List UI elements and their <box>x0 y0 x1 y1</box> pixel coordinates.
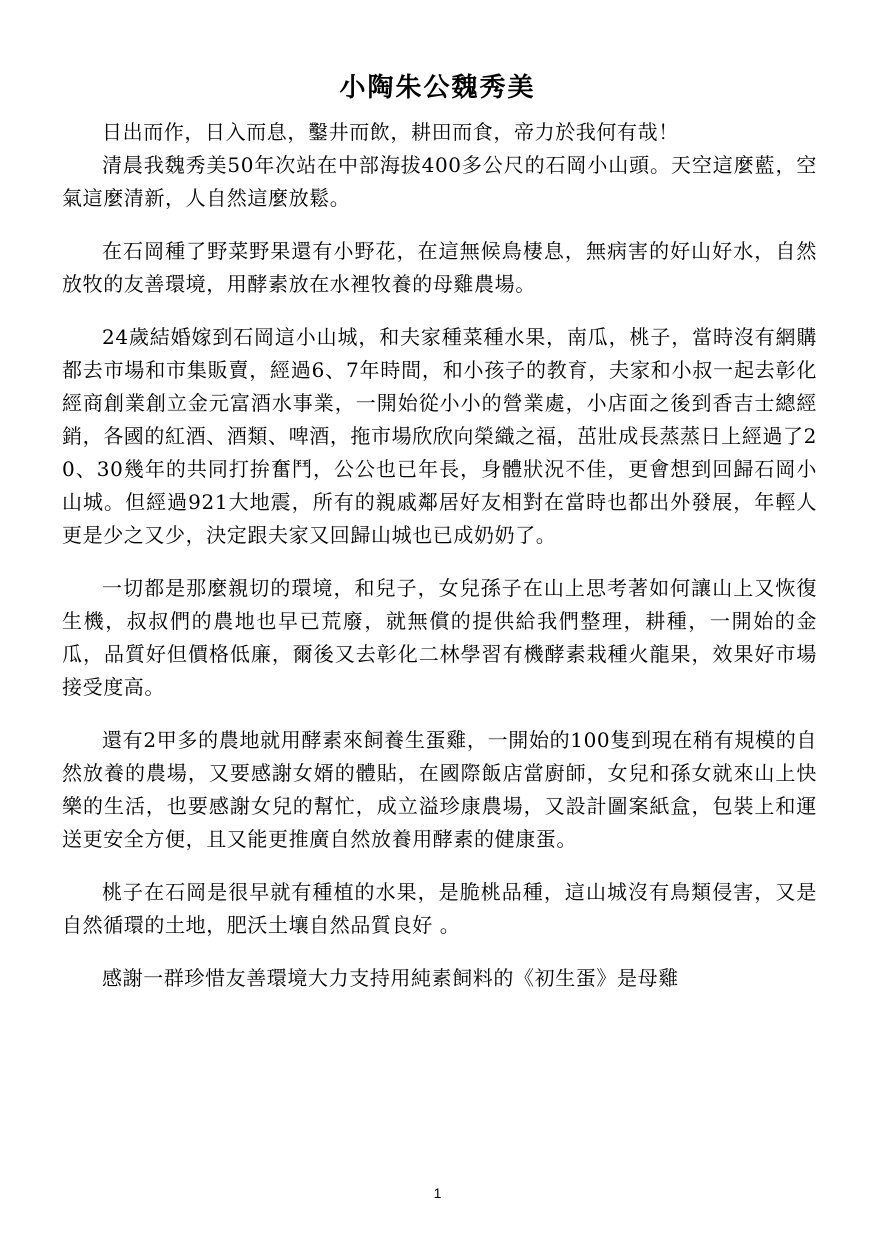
paragraph-4: 24歲結婚嫁到石岡這小山城，和夫家種菜種水果，南瓜，桃子，當時沒有網購都去市場和市集販賣，經過6、7年時間，和小孩子的教育，夫家和小叔一起去彰化經商創業創立金元富酒水事業，一開始從小小的營業處，小店面之後到香吉士總經銷，各國的紅酒、酒類、啤酒，拖市場欣欣向榮織之福，茁壯成長蒸蒸日上經過了20、30幾年的共同打拚奮鬥，公公也已年長，身體狀況不佳，更會想到回歸石岡小山城。但經過921大地震，所有的親戚鄰居好友相對在當時也都出外發展，年輕人更是少之又少，決定跟夫家又回歸山城也已成奶奶了。 <box>62 325 817 547</box>
paragraph-7: 桃子在石岡是很早就有種植的水果，是脆桃品種，這山城沒有鳥類侵害，又是自然循環的土地，肥沃土壤自然品質良好 。 <box>62 880 817 937</box>
paragraph-2: 清晨我魏秀美50年次站在中部海拔400多公尺的石岡小山頭。天空這麼藍，空氣這麼清新，人自然這麼放鬆。 <box>62 153 817 210</box>
paragraph-6: 還有2甲多的農地就用酵素來飼養生蛋雞，一開始的100隻到現在稍有規模的自然放養的農場，又要感謝女婿的體貼，在國際飯店當廚師，女兒和孫女就來山上快樂的生活，也要感謝女兒的幫忙，成立溢珍康農場，又設計圖案紙盒，包裝上和運送更安全方便，且又能更推廣自然放養用酵素的健康蛋。 <box>62 728 817 851</box>
page-number: 1 <box>433 1185 442 1201</box>
document-body <box>62 116 817 995</box>
document-title: 小陶朱公魏秀美 <box>339 73 536 103</box>
paragraph-5: 一切都是那麼親切的環境，和兒子，女兒孫子在山上思考著如何讓山上又恢復生機，叔叔們的農地也早已荒廢，就無償的提供給我們整理，耕種，一開始的金瓜，品質好但價格低廉，爾後又去彰化二林學習有機酵素栽種火龍果，效果好市場接受度高。 <box>62 576 817 699</box>
paragraph-8: 感謝一群珍惜友善環境大力支持用純素飼料的《初生蛋》是母雞 <box>102 966 679 990</box>
paragraph-1: 日出而作，日入而息，鑿井而飲，耕田而食，帝力於我何有哉！ <box>102 120 679 144</box>
paragraph-3: 在石岡種了野菜野果還有小野花，在這無候鳥棲息，無病害的好山好水，自然放牧的友善環境，用酵素放在水裡牧養的母雞農場。 <box>62 239 817 296</box>
